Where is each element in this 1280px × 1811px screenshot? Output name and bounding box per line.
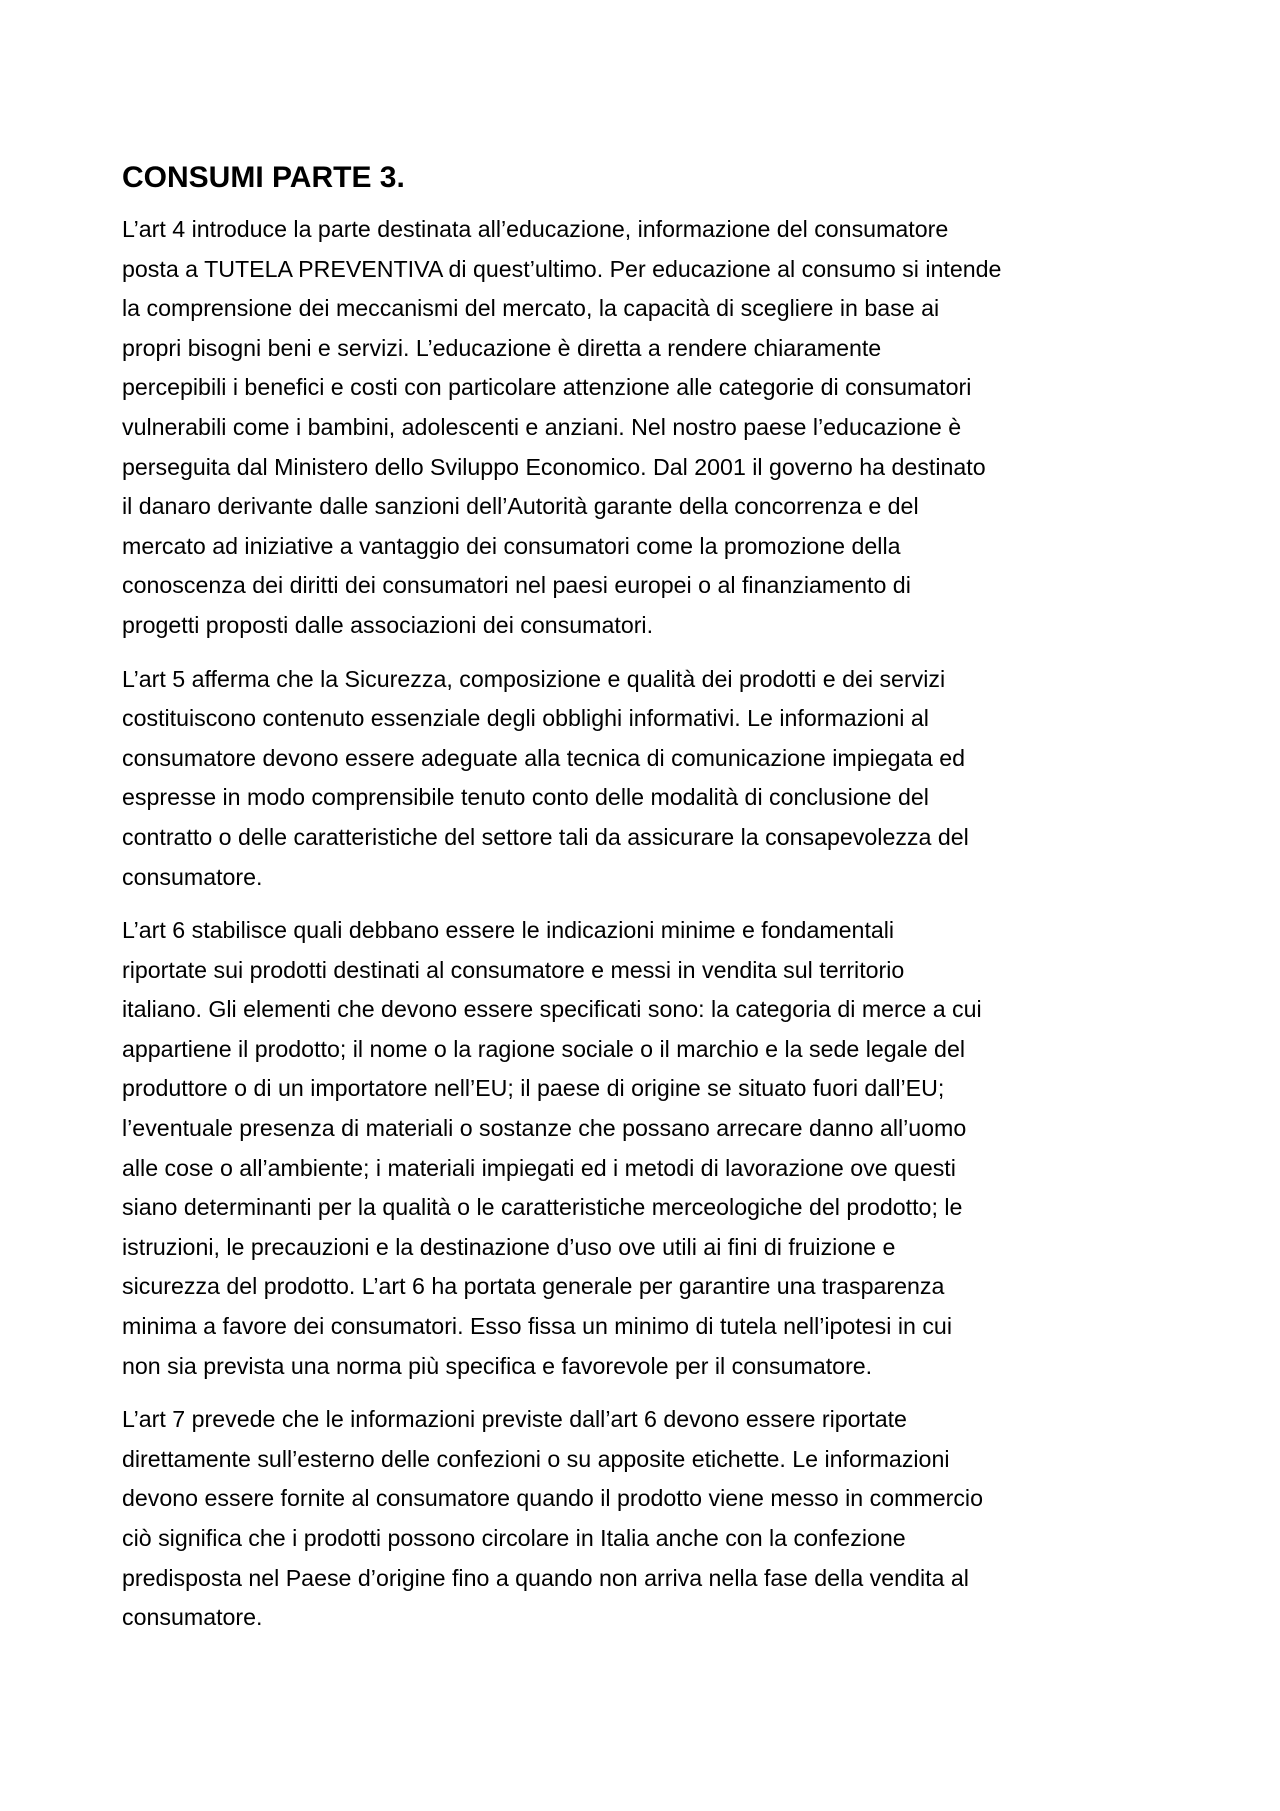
text-line: posta a TUTELA PREVENTIVA di quest’ultimo. Per educazione al consumo si intende — [122, 255, 1002, 282]
text-line: L’art 7 prevede che le informazioni previste dall’art 6 devono essere riportate — [122, 1406, 907, 1433]
paragraph-2 — [122, 660, 1172, 898]
text-line: riportate sui prodotti destinati al consumatore e messi in vendita sul territorio — [122, 956, 905, 983]
text-line: siano determinanti per la qualità o le caratteristiche merceologiche del prodotto; le — [122, 1194, 963, 1221]
document-page — [122, 158, 1172, 1652]
text-line: progetti proposti dalle associazioni dei consumatori. — [122, 611, 654, 638]
text-line: L’art 5 afferma che la Sicurezza, composizione e qualità dei prodotti e dei servizi — [122, 665, 946, 692]
text-line: perseguita dal Ministero dello Sviluppo Economico. Dal 2001 il governo ha destinato — [122, 453, 986, 480]
text-line: non sia prevista una norma più specifica e favorevole per il consumatore. — [122, 1352, 873, 1379]
text-line: espresse in modo comprensibile tenuto conto delle modalità di conclusione del — [122, 784, 929, 811]
text-line: L’art 4 introduce la parte destinata all’educazione, informazione del consumatore — [122, 216, 949, 242]
text-line: consumatore. — [122, 863, 263, 890]
paragraph-4 — [122, 1400, 1172, 1638]
text-line: consumatore devono essere adeguate alla tecnica di comunicazione impiegata ed — [122, 744, 966, 771]
text-line: propri bisogni beni e servizi. L’educazione è diretta a rendere chiaramente — [122, 334, 882, 361]
text-line: il danaro derivante dalle sanzioni dell’Autorità garante della concorrenza e del — [122, 493, 919, 520]
paragraph-1 — [122, 210, 1172, 646]
text-line: produttore o di un importatore nell’EU; il paese di origine se situato fuori dall’EU; — [122, 1075, 945, 1102]
text-line: italiano. Gli elementi che devono essere specificati sono: la categoria di merce a cui — [122, 996, 982, 1023]
text-line: vulnerabili come i bambini, adolescenti e anziani. Nel nostro paese l’educazione è — [122, 413, 962, 440]
text-line: conoscenza dei diritti dei consumatori nel paesi europei o al finanziamento di — [122, 572, 911, 599]
text-line: la comprensione dei meccanismi del mercato, la capacità di scegliere in base ai — [122, 295, 940, 322]
text-line: percepibili i benefici e costi con particolare attenzione alle categorie di consumatori — [122, 374, 972, 401]
text-line: mercato ad iniziative a vantaggio dei consumatori come la promozione della — [122, 532, 901, 559]
text-line: devono essere fornite al consumatore quando il prodotto viene messo in commercio — [122, 1485, 983, 1512]
text-line: costituiscono contenuto essenziale degli obblighi informativi. Le informazioni al — [122, 705, 929, 732]
text-line: predisposta nel Paese d’origine fino a quando non arriva nella fase della vendita al — [122, 1564, 969, 1591]
text-line: L’art 6 stabilisce quali debbano essere le indicazioni minime e fondamentali — [122, 917, 895, 944]
text-line: sicurezza del prodotto. L’art 6 ha portata generale per garantire una trasparenza — [122, 1273, 945, 1300]
text-line: direttamente sull’esterno delle confezioni o su apposite etichette. Le informazioni — [122, 1445, 950, 1472]
text-line: appartiene il prodotto; il nome o la ragione sociale o il marchio e la sede legale del — [122, 1035, 965, 1062]
text-line: consumatore. — [122, 1604, 263, 1631]
text-line: ciò significa che i prodotti possono circolare in Italia anche con la confezione — [122, 1525, 906, 1551]
text-line: l’eventuale presenza di materiali o sostanze che possano arrecare danno all’uomo — [122, 1115, 967, 1142]
paragraph-3 — [122, 911, 1172, 1386]
document-body — [122, 210, 1172, 1638]
text-line: contratto o delle caratteristiche del settore tali da assicurare la consapevolezza del — [122, 823, 969, 850]
document-title: CONSUMI PARTE 3. — [122, 161, 405, 194]
text-line: minima a favore dei consumatori. Esso fissa un minimo di tutela nell’ipotesi in cui — [122, 1313, 952, 1340]
text-line: alle cose o all’ambiente; i materiali impiegati ed i metodi di lavorazione ove questi — [122, 1154, 956, 1181]
text-line: istruzioni, le precauzioni e la destinazione d’uso ove utili ai fini di fruizione e — [122, 1233, 896, 1260]
